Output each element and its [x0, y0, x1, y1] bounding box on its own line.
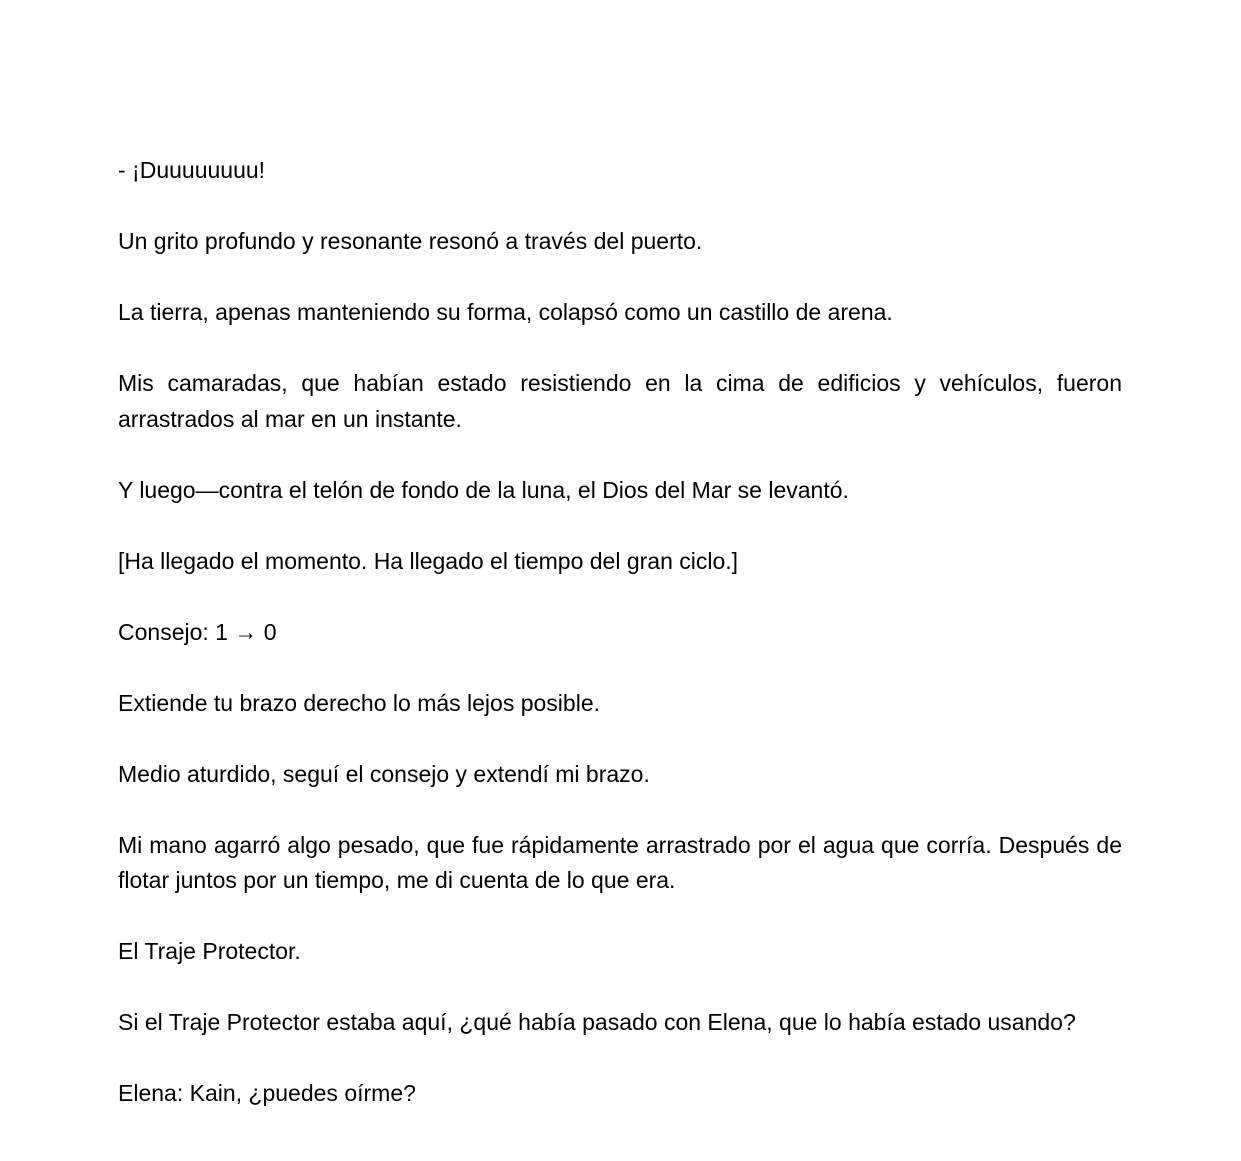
- paragraph-extend-arm: Extiende tu brazo derecho lo más lejos posible.: [118, 689, 601, 716]
- paragraph-grabbed-object: Mi mano agarró algo pesado, que fue rápidamente arrastrado por el agua que corría. Después de flotar juntos por un tiempo, me di cuenta de lo que era.: [118, 831, 1122, 893]
- paragraph-elena-question: Si el Traje Protector estaba aquí, ¿qué había pasado con Elena, que lo había estado usando?: [118, 1009, 1076, 1035]
- paragraph-shout: - ¡Duuuuuuuu!: [118, 157, 266, 183]
- document-body: [118, 153, 1122, 1112]
- paragraph-scream-harbor: Un grito profundo y resonante resonó a través del puerto.: [118, 228, 703, 254]
- paragraph-sea-god: Y luego—contra el telón de fondo de la luna, el Dios del Mar se levantó.: [118, 476, 849, 503]
- paragraph-advice-counter: Consejo: 1 → 0: [118, 618, 277, 645]
- paragraph-bracket-message: [Ha llegado el momento. Ha llegado el tiempo del gran ciclo.]: [118, 547, 739, 574]
- paragraph-elena-dialogue: Elena: Kain, ¿puedes oírme?: [118, 1080, 416, 1106]
- paragraph-followed-advice: Medio aturdido, seguí el consejo y extendí mi brazo.: [118, 760, 650, 787]
- paragraph-land-collapse: La tierra, apenas manteniendo su forma, colapsó como un castillo de arena.: [118, 299, 893, 325]
- paragraph-protective-suit: El Traje Protector.: [118, 938, 301, 964]
- paragraph-comrades: Mis camaradas, que habían estado resistiendo en la cima de edificios y vehículos, fueron arrastrados al mar en un instante.: [118, 370, 1122, 432]
